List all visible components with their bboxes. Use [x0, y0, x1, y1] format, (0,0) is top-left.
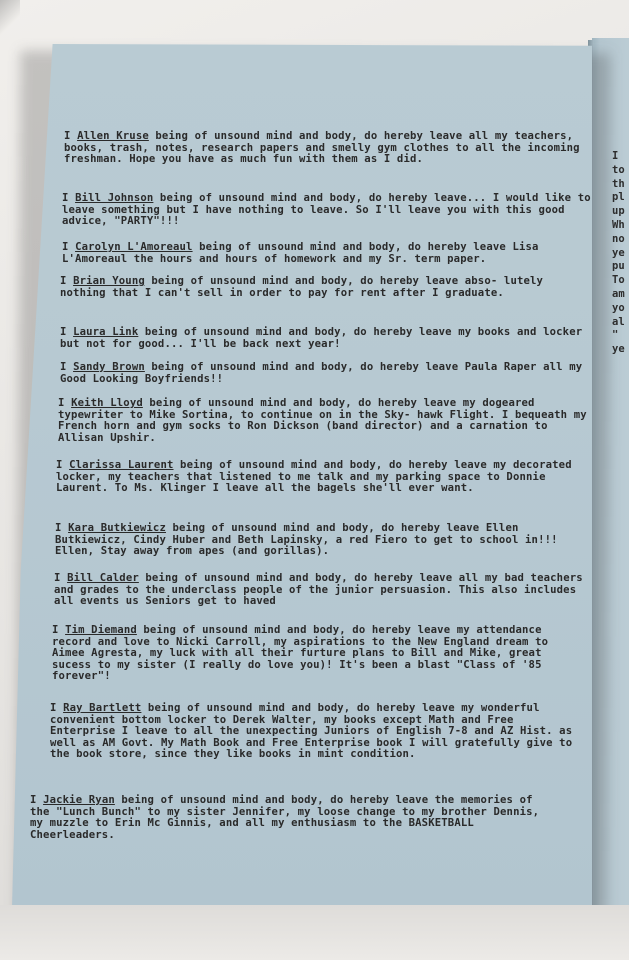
- will-entry: [50, 703, 585, 761]
- table-edge: [0, 905, 629, 960]
- facing-line: pl: [612, 191, 625, 204]
- entry-paragraph: I Brian Young being of unsound mind and body, do hereby leave abso- lutely nothing that I can't sell in order to pay for rent after I graduate.: [60, 275, 544, 299]
- student-name: Jackie Ryan: [43, 794, 115, 806]
- student-name: Keith Lloyd: [71, 397, 143, 409]
- student-name: Allen Kruse: [77, 130, 149, 142]
- entry-paragraph: I Ray Bartlett being of unsound mind and body, do hereby leave my wonderful convenient bottom locker to Derek Walter, my books except Math and Free Enterprise I leave to all the unexpecting Juniors of English 7-8 and AZ Hist. as well as AM Govt. My Math Book and Free Enterprise book I will gratefully give to the book store, since they like books in mint condition.: [50, 702, 573, 761]
- student-name: Clarissa Laurent: [69, 459, 174, 471]
- will-entry: [54, 573, 589, 608]
- will-entry: [62, 242, 597, 265]
- facing-line: To: [612, 274, 625, 287]
- entry-paragraph: I Kara Butkiewicz being of unsound mind and body, do hereby leave Ellen Butkiewicz, Cindy Huber and Beth Lapinsky, a red Fiero to get to school in!!! Ellen, Stay away from apes (and gorillas).: [55, 522, 558, 558]
- entry-paragraph: I Clarissa Laurent being of unsound mind and body, do hereby leave my decorated locker, my teachers that listened to me talk and my parking space to Donnie Laurent. To Ms. Klinger I leave all the bagels she'll ever want.: [56, 459, 572, 495]
- facing-line: ye: [612, 343, 625, 356]
- will-entry: [30, 795, 558, 841]
- entry-paragraph: I Bill Calder being of unsound mind and body, do hereby leave all my bad teachers and grades to the underclass people of the junior persuasion. This also includes all events us Seniors get to haved: [54, 572, 583, 608]
- student-name: Bill Calder: [67, 572, 139, 584]
- will-entry: [62, 193, 597, 228]
- facing-line: ye: [612, 246, 625, 259]
- entry-paragraph: I Allen Kruse being of unsound mind and body, do hereby leave all my teachers, books, trash, notes, research papers and smelly gym clothes to all the incoming freshman. Hope you have as much fun with them as I did.: [64, 130, 580, 166]
- student-name: Laura Link: [73, 326, 139, 338]
- facing-line: I: [612, 150, 619, 162]
- facing-line: Wh: [612, 218, 625, 231]
- entry-paragraph: I Sandy Brown being of unsound mind and body, do hereby leave Paula Raper all my Good Looking Boyfriends!!: [60, 361, 583, 385]
- will-entry: [64, 131, 599, 166]
- will-entry: [56, 460, 591, 495]
- will-entry: [52, 625, 587, 683]
- student-name: Sandy Brown: [73, 361, 145, 373]
- will-entry: [55, 523, 590, 558]
- student-name: Tim Diemand: [65, 624, 137, 636]
- facing-line: yo: [612, 301, 625, 314]
- entry-paragraph: I Tim Diemand being of unsound mind and body, do hereby leave my attendance record and love to Nicki Carroll, my aspirations to the New England dream to Aimee Agresta, my luck with all their furture plans to Bill and Mike, great sucess to my sister (I really do love you)! It's been a blast "Class of '85 forever"!: [52, 624, 549, 683]
- facing-line: no: [612, 232, 625, 245]
- entry-paragraph: I Laura Link being of unsound mind and body, do hereby leave my books and locker but not for good... I'll be back next year!: [60, 326, 583, 350]
- student-name: Ray Bartlett: [63, 702, 142, 714]
- will-entry: [60, 327, 595, 350]
- will-entry: [60, 362, 595, 385]
- facing-line: ": [612, 329, 619, 342]
- student-name: Brian Young: [73, 275, 145, 287]
- student-name: Kara Butkiewicz: [68, 522, 166, 534]
- student-name: Carolyn L'Amoreaul: [75, 241, 193, 253]
- will-entry: [58, 398, 593, 444]
- facing-line: th: [612, 177, 625, 190]
- entry-paragraph: I Carolyn L'Amoreaul being of unsound mind and body, do hereby leave Lisa L'Amoreaul the hours and hours of homework and my Sr. term paper.: [62, 241, 539, 265]
- student-name: Bill Johnson: [75, 192, 154, 204]
- entry-paragraph: I Jackie Ryan being of unsound mind and body, do hereby leave the memories of the "Lunch Bunch" to my sister Jennifer, my loose change to my brother Dennis, my muzzle to Erin Mc Ginnis, and all my enthusiasm to the BASKETBALL Cheerleaders.: [30, 794, 540, 841]
- facing-line: pu: [612, 260, 625, 273]
- facing-line: am: [612, 287, 625, 300]
- facing-line: al: [612, 315, 625, 328]
- entry-paragraph: I Keith Lloyd being of unsound mind and body, do hereby leave my dogeared typewriter to Mike Sortina, to continue on in the Sky- hawk Flight. I bequeath my French horn and gym socks to Ron Dickson (band director) and a carnation to Allisan Upshir.: [58, 397, 587, 444]
- facing-line: up: [612, 205, 625, 218]
- will-entry: [60, 276, 595, 299]
- entry-paragraph: I Bill Johnson being of unsound mind and body, do hereby leave... I would like to leave something but I have nothing to leave. So I'll leave you with this good advice, "PARTY"!!!: [62, 192, 591, 228]
- facing-line: to: [612, 163, 625, 176]
